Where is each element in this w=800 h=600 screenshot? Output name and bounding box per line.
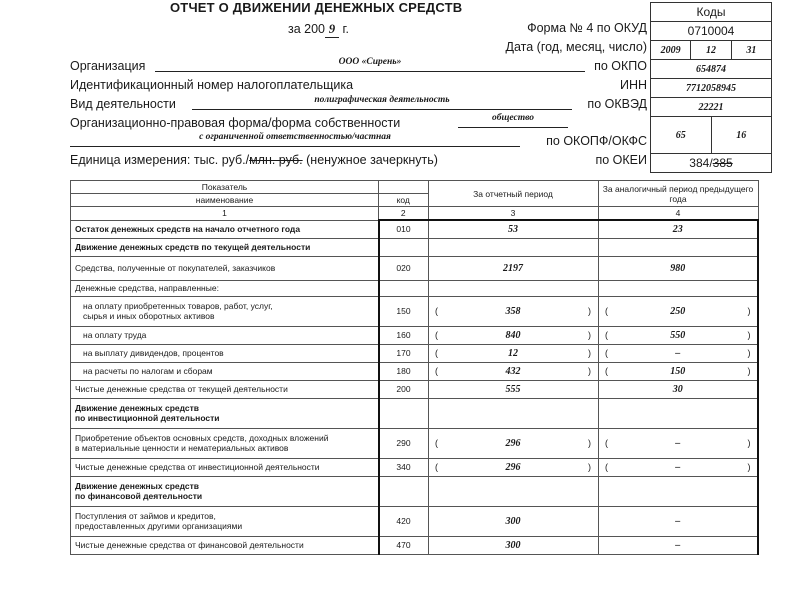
header-current: За отчетный период xyxy=(428,181,598,207)
legal-form-value1: общество xyxy=(458,113,568,128)
section-row: Движение денежных средств по финансовой деятельности xyxy=(71,476,759,506)
okud-code: 0710004 xyxy=(687,24,735,38)
okved-label: по ОКВЭД xyxy=(587,97,647,111)
unit-label xyxy=(70,153,438,167)
col-num-2: 2 xyxy=(379,207,429,221)
header-prev: За аналогичный период предыдущего года xyxy=(598,181,758,207)
table-row: на оплату приобретенных товаров, работ, услуг, сырья и иных оборотных активов 150 ( 358 ) ( 250 ) xyxy=(71,296,759,326)
table-row: Чистые денежные средства от финансовой деятельности 470 300 – xyxy=(71,536,759,554)
table-row: на выплату дивидендов, процентов 170 ( 12 ) ( – ) xyxy=(71,344,759,362)
table-row: Остаток денежных средств на начало отчетного года 010 53 23 xyxy=(71,220,759,238)
section-row: Денежные средства, направленные: xyxy=(71,280,759,296)
legal-form-value2: с ограниченной ответственностью/частная xyxy=(70,132,520,147)
section-row: Движение денежных средств по текущей деятельности xyxy=(71,238,759,256)
report-title: ОТЧЕТ О ДВИЖЕНИИ ДЕНЕЖНЫХ СРЕДСТВ xyxy=(170,0,463,15)
header-name: наименование xyxy=(71,194,379,207)
section-row: Движение денежных средств по инвестиционной деятельности xyxy=(71,398,759,428)
period-year-digit: 9 xyxy=(325,22,339,38)
date-month: 12 xyxy=(690,41,730,59)
unit-label-a: Единица измерения: тыс. руб./ xyxy=(70,153,250,167)
column-numbers-row xyxy=(71,207,759,221)
report-period xyxy=(288,22,349,38)
date-day: 31 xyxy=(731,41,771,59)
col-num-4: 4 xyxy=(598,207,758,221)
okfs-code: 16 xyxy=(711,117,772,153)
inn-code: 7712058945 xyxy=(686,82,736,94)
unit-label-c: (ненужное зачеркнуть) xyxy=(306,153,438,167)
codes-box xyxy=(650,2,772,173)
period-prefix: за 200 xyxy=(288,22,326,36)
okei-a: 384/ xyxy=(689,156,713,170)
org-value: ООО «Сирень» xyxy=(155,57,585,72)
okved-code: 22221 xyxy=(698,101,724,113)
table-row: Средства, полученные от покупателей, заказчиков 020 2197 980 xyxy=(71,256,759,280)
okei-b: 385 xyxy=(712,156,733,170)
taxpayer-label: Идентификационный номер налогоплательщика xyxy=(70,78,354,92)
table-row: Поступления от займов и кредитов, предоставленных другими организациями 420 300 – xyxy=(71,506,759,536)
cash-flow-table xyxy=(70,180,759,555)
okopf-code: 65 xyxy=(675,129,686,141)
table-row: на оплату труда 160 ( 840 ) ( 550 ) xyxy=(71,326,759,344)
date-year: 2009 xyxy=(660,44,681,56)
okopf-label: по ОКОПФ/ОКФС xyxy=(546,134,647,148)
codes-title: Коды xyxy=(696,5,726,19)
date-label: Дата (год, месяц, число) xyxy=(505,40,647,54)
header-code: код xyxy=(379,194,429,207)
table-row: на расчеты по налогам и сборам 180 ( 432 ) ( 150 ) xyxy=(71,362,759,380)
col-num-1: 1 xyxy=(71,207,379,221)
inn-label: ИНН xyxy=(619,78,647,92)
unit-label-b: млн. руб. xyxy=(249,153,303,167)
okud-label: Форма № 4 по ОКУД xyxy=(527,21,647,35)
okei-code xyxy=(651,154,771,172)
okpo-label: по ОКПО xyxy=(594,59,647,73)
table-header-row xyxy=(71,181,759,194)
okpo-code: 654874 xyxy=(696,63,726,75)
org-label: Организация xyxy=(70,59,146,73)
col-num-3: 3 xyxy=(428,207,598,221)
okei-label: по ОКЕИ xyxy=(595,153,647,167)
activity-value: полиграфическая деятельность xyxy=(192,95,572,110)
table-row: Чистые денежные средства от инвестиционной деятельности 340 ( 296 ) ( – ) xyxy=(71,458,759,476)
period-suffix: г. xyxy=(342,22,350,36)
table-row: Приобретение объектов основных средств, доходных вложений в материальные ценности и нематериальных активов 290 ( 296 ) ( – ) xyxy=(71,428,759,458)
activity-label: Вид деятельности xyxy=(70,97,176,111)
legal-form-label: Организационно-правовая форма/форма собственности xyxy=(70,116,401,130)
header-indicator: Показатель xyxy=(71,181,379,194)
table-row: Чистые денежные средства от текущей деятельности 200 555 30 xyxy=(71,380,759,398)
